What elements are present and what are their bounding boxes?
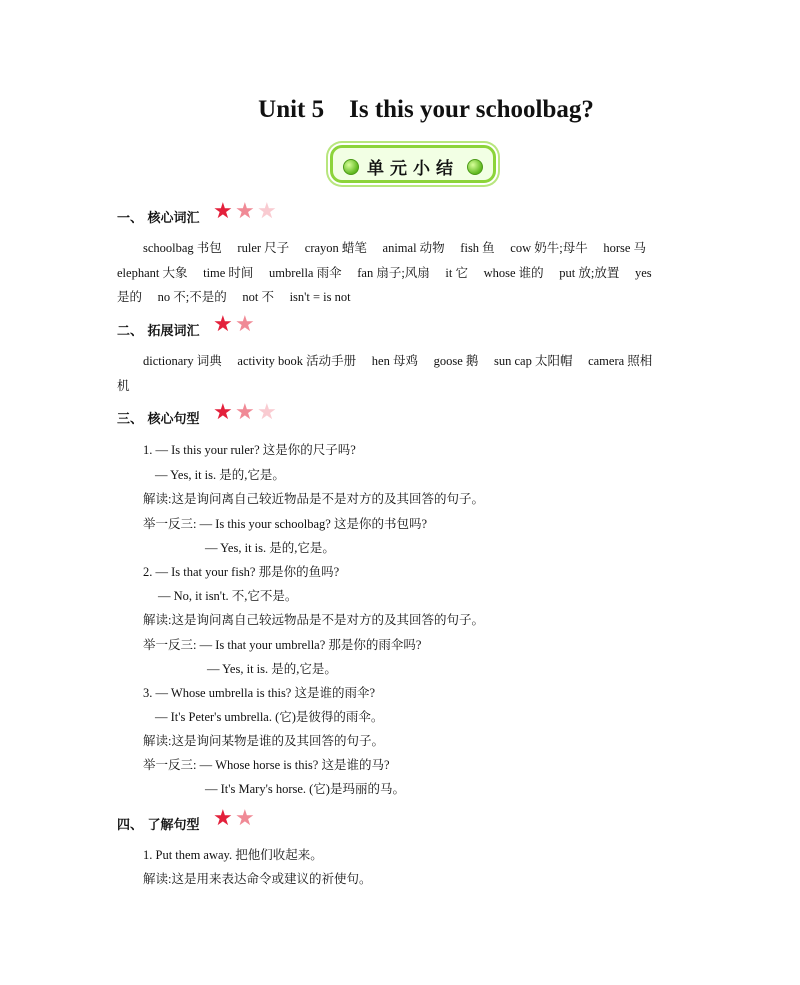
- vocab-line: dictionary 词典 activity book 活动手册 hen 母鸡 goose 鹅 sun cap 太阳帽 camera 照相: [143, 354, 653, 368]
- sentence-line: 解读:这是询问某物是谁的及其回答的句子。: [143, 734, 384, 748]
- star-icon: ★: [235, 199, 255, 224]
- star-icon: ★: [257, 400, 277, 425]
- vocab-line: 机: [117, 379, 130, 393]
- section-heading-know-sentences: 四、 了解句型: [117, 818, 200, 833]
- section-heading-core-sentences: 三、 核心句型: [117, 412, 200, 427]
- sentence-line: — Yes, it is. 是的,它是。: [205, 541, 335, 555]
- star-icon: ★: [213, 312, 233, 337]
- sentence-line: 解读:这是用来表达命令或建议的祈使句。: [143, 872, 372, 886]
- vocab-line: schoolbag 书包 ruler 尺子 crayon 蜡笔 animal 动物 fish 鱼 cow 奶牛;母牛 horse 马: [143, 241, 647, 255]
- sentence-line: — Yes, it is. 是的,它是。: [207, 662, 337, 676]
- sentence-line: 举一反三: — Is that your umbrella? 那是你的雨伞吗?: [143, 638, 422, 652]
- star-icon: ★: [213, 400, 233, 425]
- sentence-line: 举一反三: — Whose horse is this? 这是谁的马?: [143, 758, 390, 772]
- vocab-line: 是的 no 不;不是的 not 不 isn't = is not: [117, 290, 351, 304]
- sentence-line: — No, it isn't. 不,它不是。: [158, 589, 298, 603]
- unit-summary-badge: [330, 145, 496, 183]
- section-heading-core-vocab: 一、 核心词汇: [117, 211, 200, 226]
- section-heading-extended-vocab: 二、 拓展词汇: [117, 324, 200, 339]
- star-icon: ★: [235, 312, 255, 337]
- star-icon: ★: [235, 806, 255, 831]
- sentence-line: — It's Peter's umbrella. (它)是彼得的雨伞。: [155, 710, 384, 724]
- star-icon: ★: [213, 806, 233, 831]
- sentence-line: — Yes, it is. 是的,它是。: [155, 468, 285, 482]
- sentence-line: 3. — Whose umbrella is this? 这是谁的雨伞?: [143, 686, 376, 700]
- sentence-line: — It's Mary's horse. (它)是玛丽的马。: [205, 782, 405, 796]
- sentence-line: 解读:这是询问离自己较远物品是不是对方的及其回答的句子。: [143, 613, 484, 627]
- sentence-line: 2. — Is that your fish? 那是你的鱼吗?: [143, 565, 340, 579]
- star-icon: ★: [213, 199, 233, 224]
- sentence-line: 1. — Is this your ruler? 这是你的尺子吗?: [143, 443, 356, 457]
- badge-label: 单元小结: [367, 159, 459, 179]
- star-icon: ★: [235, 400, 255, 425]
- sentence-line: 举一反三: — Is this your schoolbag? 这是你的书包吗?: [143, 517, 428, 531]
- vocab-line: elephant 大象 time 时间 umbrella 雨伞 fan 扇子;风扇 it 它 whose 谁的 put 放;放置 yes: [117, 266, 652, 280]
- page-title: Unit 5 Is this your schoolbag?: [258, 96, 594, 123]
- star-icon: ★: [257, 199, 277, 224]
- sentence-line: 1. Put them away. 把他们收起来。: [143, 848, 323, 862]
- sentence-line: 解读:这是询问离自己较近物品是不是对方的及其回答的句子。: [143, 492, 484, 506]
